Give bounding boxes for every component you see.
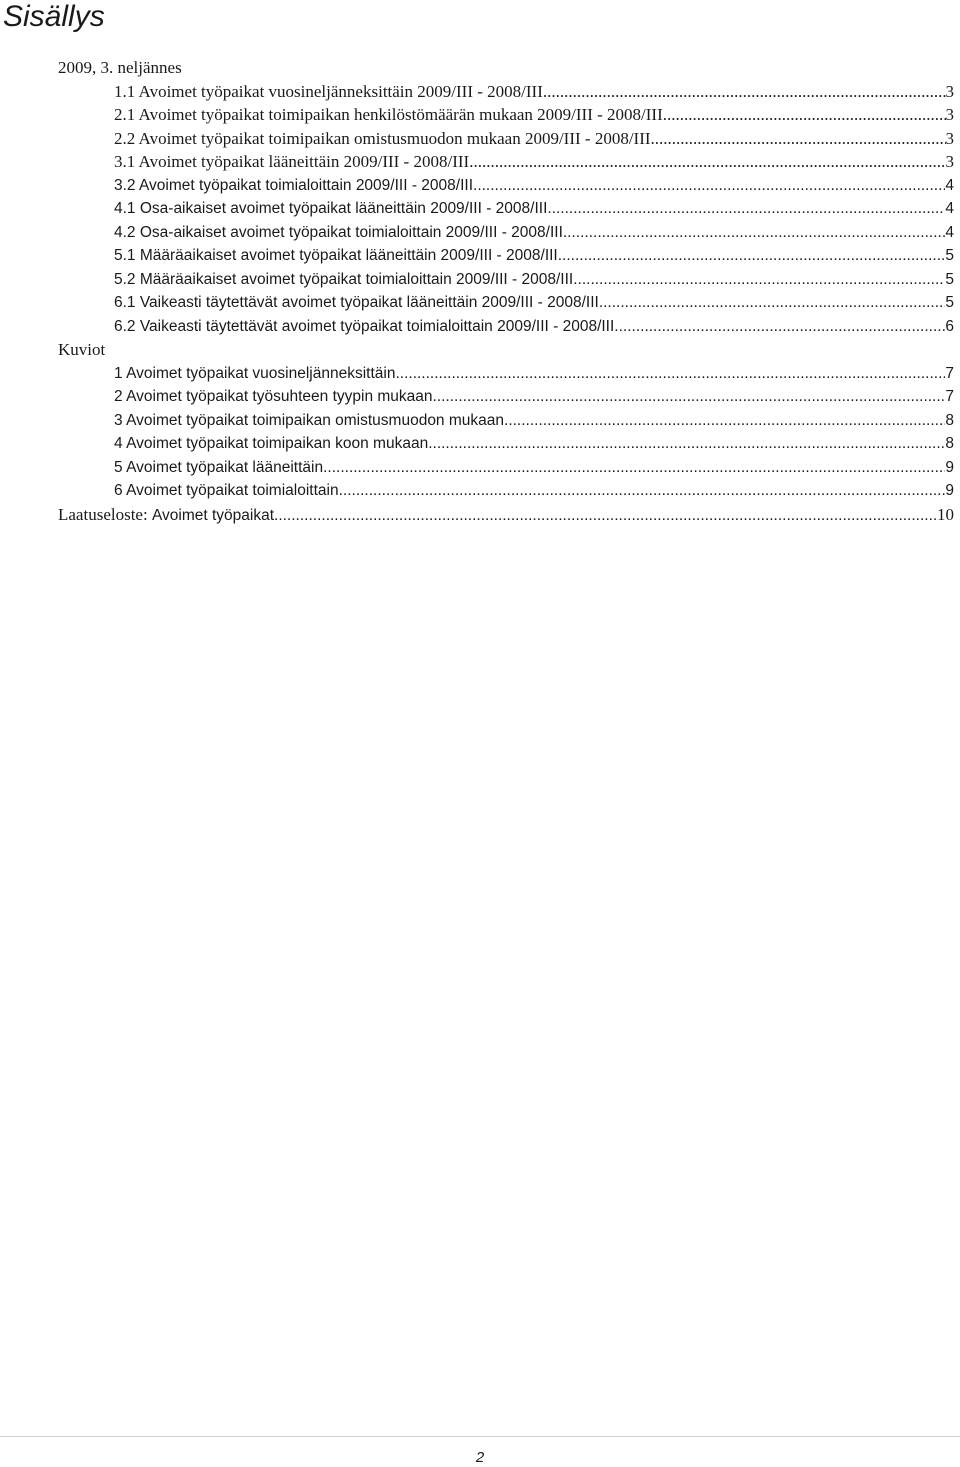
- toc-entry-title: 6.1 Vaikeasti täytettävät avoimet työpaikat lääneittäin 2009/III - 2008/III: [114, 294, 599, 311]
- toc-entry[interactable]: [0, 150, 960, 174]
- toc-entry-title: [58, 503, 274, 528]
- toc-page-number: 9: [945, 458, 954, 476]
- toc-entry-title: 5 Avoimet työpaikat lääneittäin: [114, 458, 324, 476]
- toc-entry-title: 3.2 Avoimet työpaikat toimialoittain 2009/III - 2008/III: [114, 176, 474, 194]
- toc-entry[interactable]: [0, 503, 960, 527]
- toc-entry[interactable]: [0, 127, 960, 151]
- toc-dot-leader: [558, 244, 946, 268]
- toc-page-number: 8: [945, 435, 954, 452]
- toc-entry[interactable]: [0, 385, 960, 409]
- toc-entry[interactable]: [0, 221, 960, 245]
- toc-entry[interactable]: [0, 362, 960, 386]
- toc-entry-title: 5.2 Määräaikaiset avoimet työpaikat toimialoittain 2009/III - 2008/III: [114, 270, 574, 288]
- toc-heading-text: 2009, 3. neljännes: [58, 58, 182, 77]
- toc-dot-leader: [663, 103, 946, 127]
- page-number: 2: [475, 1449, 485, 1466]
- toc-page-number: 9: [945, 482, 954, 499]
- toc-dot-leader: [614, 315, 945, 339]
- toc-entry[interactable]: [0, 315, 960, 339]
- toc-entry-title: 6 Avoimet työpaikat toimialoittain: [114, 482, 339, 499]
- toc-entry-title: 1.1 Avoimet työpaikat vuosineljänneksittäin 2009/III - 2008/III: [114, 81, 543, 101]
- toc-dot-leader: [473, 174, 945, 198]
- toc-entry[interactable]: [0, 80, 960, 104]
- page-title: Sisällys: [3, 0, 105, 33]
- toc-page-number: 4: [945, 200, 954, 217]
- toc-entry-title: 2.2 Avoimet työpaikat toimipaikan omistusmuodon mukaan 2009/III - 2008/III: [114, 128, 651, 148]
- toc-dot-leader: [573, 268, 945, 292]
- toc-page-number: 10: [937, 504, 954, 524]
- toc-page-number: 7: [945, 364, 954, 382]
- toc-dot-leader: [547, 197, 945, 221]
- toc-dot-leader: [339, 479, 946, 503]
- toc-entry[interactable]: [0, 432, 960, 456]
- toc-entry[interactable]: [0, 174, 960, 198]
- toc-entry-title: 4 Avoimet työpaikat toimipaikan koon mukaan: [114, 435, 429, 452]
- toc-page-number: 3: [945, 152, 954, 171]
- toc-entry[interactable]: [0, 103, 960, 127]
- toc-entry-title: 4.2 Osa-aikaiset avoimet työpaikat toimialoittain 2009/III - 2008/III: [114, 223, 563, 241]
- toc-dot-leader: [599, 291, 946, 315]
- toc-page-number: 8: [945, 411, 954, 429]
- toc-dot-leader: [651, 127, 946, 151]
- toc-entry-title: 2 Avoimet työpaikat työsuhteen tyypin mukaan: [114, 388, 433, 405]
- toc-page-number: 4: [945, 176, 954, 194]
- toc-entry-title: 2.1 Avoimet työpaikat toimipaikan henkilöstömäärän mukaan 2009/III - 2008/III: [114, 105, 663, 124]
- toc-entry[interactable]: [0, 409, 960, 433]
- toc-entry[interactable]: [0, 197, 960, 221]
- toc-page-number: 5: [945, 247, 954, 264]
- toc-dot-leader: [428, 432, 945, 456]
- toc-page-number: 3: [945, 128, 954, 148]
- toc-page-number: 5: [945, 294, 954, 311]
- toc-entry[interactable]: [0, 244, 960, 268]
- toc-page-number: 6: [945, 317, 954, 335]
- toc-entry-title: 5.1 Määräaikaiset avoimet työpaikat lääneittäin 2009/III - 2008/III: [114, 247, 558, 264]
- toc-dot-leader: [543, 80, 946, 104]
- toc-heading: [0, 56, 960, 80]
- toc-page-number: 3: [945, 81, 954, 101]
- toc-page-number: 3: [945, 105, 954, 124]
- toc-page-number: 7: [945, 388, 954, 405]
- toc-entry-title: 6.2 Vaikeasti täytettävät avoimet työpaikat toimialoittain 2009/III - 2008/III: [114, 317, 615, 335]
- toc-dot-leader: [274, 504, 937, 528]
- toc-dot-leader: [323, 456, 945, 480]
- toc-dot-leader: [504, 409, 945, 433]
- toc-dot-leader: [563, 221, 946, 245]
- toc-page-number: 4: [945, 223, 954, 241]
- toc-entry-title-prefix: Laatuseloste:: [58, 504, 152, 524]
- toc-entry[interactable]: [0, 268, 960, 292]
- toc-dot-leader: [433, 385, 946, 409]
- toc-entry-title: 3 Avoimet työpaikat toimipaikan omistusmuodon mukaan: [114, 411, 505, 429]
- toc-entry-title: 4.1 Osa-aikaiset avoimet työpaikat lääneittäin 2009/III - 2008/III: [114, 200, 548, 217]
- toc-page-number: 5: [945, 270, 954, 288]
- toc-entry-title: 3.1 Avoimet työpaikat lääneittäin 2009/III - 2008/III: [114, 152, 470, 171]
- toc-dot-leader: [395, 362, 945, 386]
- table-of-contents: [0, 56, 960, 526]
- toc-entry-title-rest: Avoimet työpaikat: [151, 506, 275, 524]
- toc-entry-title: 1 Avoimet työpaikat vuosineljänneksittäin: [114, 364, 396, 382]
- toc-entry[interactable]: [0, 479, 960, 503]
- toc-dot-leader: [469, 150, 945, 174]
- footer-divider: [0, 1436, 960, 1437]
- toc-heading-text: Kuviot: [58, 340, 106, 359]
- toc-heading: [0, 338, 960, 362]
- toc-entry[interactable]: [0, 456, 960, 480]
- toc-entry[interactable]: [0, 291, 960, 315]
